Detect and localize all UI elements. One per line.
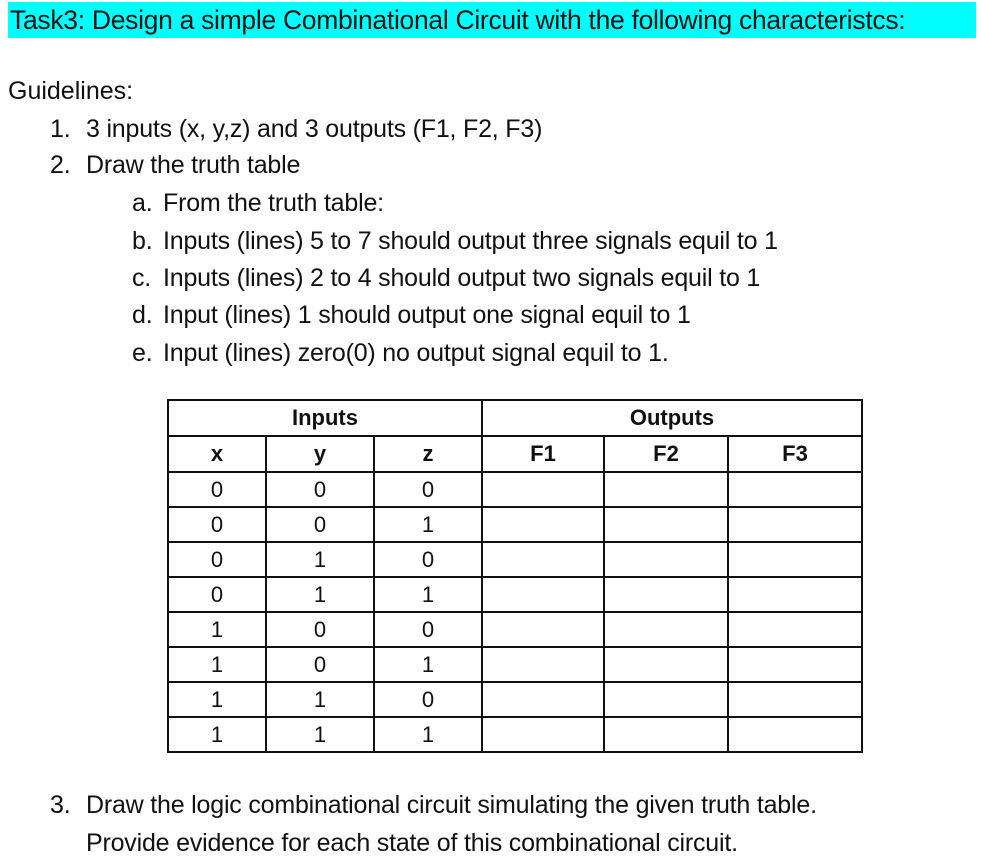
cell-f2 xyxy=(604,647,728,682)
table-row xyxy=(168,682,862,717)
cell-y: 0 xyxy=(266,507,374,542)
table-row xyxy=(168,542,862,577)
subitem-text: Inputs (lines) 2 to 4 should output two signals equil to 1 xyxy=(163,264,761,292)
col-header-f1: F1 xyxy=(482,436,604,472)
table-row xyxy=(168,507,862,542)
cell-x: 0 xyxy=(168,577,266,612)
cell-f1 xyxy=(482,717,604,752)
cell-f3 xyxy=(728,682,862,717)
cell-z: 1 xyxy=(374,717,482,752)
cell-y: 0 xyxy=(266,647,374,682)
cell-f1 xyxy=(482,577,604,612)
cell-z: 1 xyxy=(374,577,482,612)
cell-f1 xyxy=(482,612,604,647)
cell-z: 0 xyxy=(374,472,482,507)
cell-f2 xyxy=(604,507,728,542)
cell-y: 1 xyxy=(266,717,374,752)
cell-y: 1 xyxy=(266,542,374,577)
subitem-e xyxy=(132,336,669,370)
item-number: 2. xyxy=(50,151,71,179)
truth-table xyxy=(167,399,863,753)
subitem-text: Input (lines) 1 should output one signal equil to 1 xyxy=(163,301,691,329)
cell-x: 1 xyxy=(168,612,266,647)
cell-f2 xyxy=(604,472,728,507)
cell-y: 0 xyxy=(266,472,374,507)
guideline-item-1 xyxy=(50,112,542,146)
item-text: Draw the logic combinational circuit simulating the given truth table. xyxy=(86,791,817,819)
guidelines-label: Guidelines: xyxy=(8,77,134,105)
cell-f2 xyxy=(604,612,728,647)
item-number: 1. xyxy=(50,115,71,143)
subitem-letter: c. xyxy=(132,264,152,292)
task-title: Task3: Design a simple Combinational Circuit with the following characteristcs: xyxy=(8,2,976,38)
table-row xyxy=(168,647,862,682)
cell-f1 xyxy=(482,542,604,577)
table-row xyxy=(168,472,862,507)
col-header-f2: F2 xyxy=(604,436,728,472)
col-header-f3: F3 xyxy=(728,436,862,472)
inputs-header: Inputs xyxy=(168,400,482,436)
cell-f3 xyxy=(728,647,862,682)
cell-f3 xyxy=(728,507,862,542)
cell-f2 xyxy=(604,682,728,717)
cell-x: 0 xyxy=(168,507,266,542)
cell-f1 xyxy=(482,507,604,542)
cell-z: 0 xyxy=(374,542,482,577)
cell-x: 1 xyxy=(168,647,266,682)
table-row xyxy=(168,577,862,612)
cell-x: 1 xyxy=(168,717,266,752)
item-text: Draw the truth table xyxy=(86,151,301,179)
subitem-letter: b. xyxy=(132,227,153,255)
cell-f2 xyxy=(604,542,728,577)
item-text: 3 inputs (x, y,z) and 3 outputs (F1, F2, F3) xyxy=(86,115,543,143)
subitem-a xyxy=(132,186,384,220)
cell-f3 xyxy=(728,717,862,752)
subitem-letter: a. xyxy=(132,189,153,217)
cell-z: 0 xyxy=(374,682,482,717)
cell-z: 0 xyxy=(374,612,482,647)
subitem-text: Inputs (lines) 5 to 7 should output three signals equil to 1 xyxy=(163,227,778,255)
guideline-item-3 xyxy=(50,788,817,822)
col-header-y: y xyxy=(266,436,374,472)
cell-x: 1 xyxy=(168,682,266,717)
cell-z: 1 xyxy=(374,647,482,682)
subitem-letter: d. xyxy=(132,301,153,329)
cell-f2 xyxy=(604,717,728,752)
subitem-text: From the truth table: xyxy=(163,189,384,217)
group-header-row xyxy=(168,400,862,436)
column-header-row xyxy=(168,436,862,472)
cell-y: 1 xyxy=(266,577,374,612)
subitem-d xyxy=(132,298,691,332)
cell-x: 0 xyxy=(168,542,266,577)
cell-f3 xyxy=(728,577,862,612)
guideline-item-2 xyxy=(50,148,300,182)
outputs-header: Outputs xyxy=(482,400,862,436)
cell-f3 xyxy=(728,542,862,577)
item-number: 3. xyxy=(50,791,71,819)
guideline-item-3-continuation: Provide evidence for each state of this combinational circuit. xyxy=(86,829,738,857)
subitem-b xyxy=(132,224,778,258)
cell-f2 xyxy=(604,577,728,612)
col-header-x: x xyxy=(168,436,266,472)
cell-x: 0 xyxy=(168,472,266,507)
col-header-z: z xyxy=(374,436,482,472)
subitem-c xyxy=(132,261,760,295)
cell-y: 1 xyxy=(266,682,374,717)
cell-f1 xyxy=(482,682,604,717)
cell-f1 xyxy=(482,472,604,507)
table-row xyxy=(168,612,862,647)
cell-z: 1 xyxy=(374,507,482,542)
subitem-text: Input (lines) zero(0) no output signal equil to 1. xyxy=(163,339,669,367)
cell-f3 xyxy=(728,472,862,507)
table-row xyxy=(168,717,862,752)
cell-y: 0 xyxy=(266,612,374,647)
cell-f3 xyxy=(728,612,862,647)
cell-f1 xyxy=(482,647,604,682)
subitem-letter: e. xyxy=(132,339,153,367)
